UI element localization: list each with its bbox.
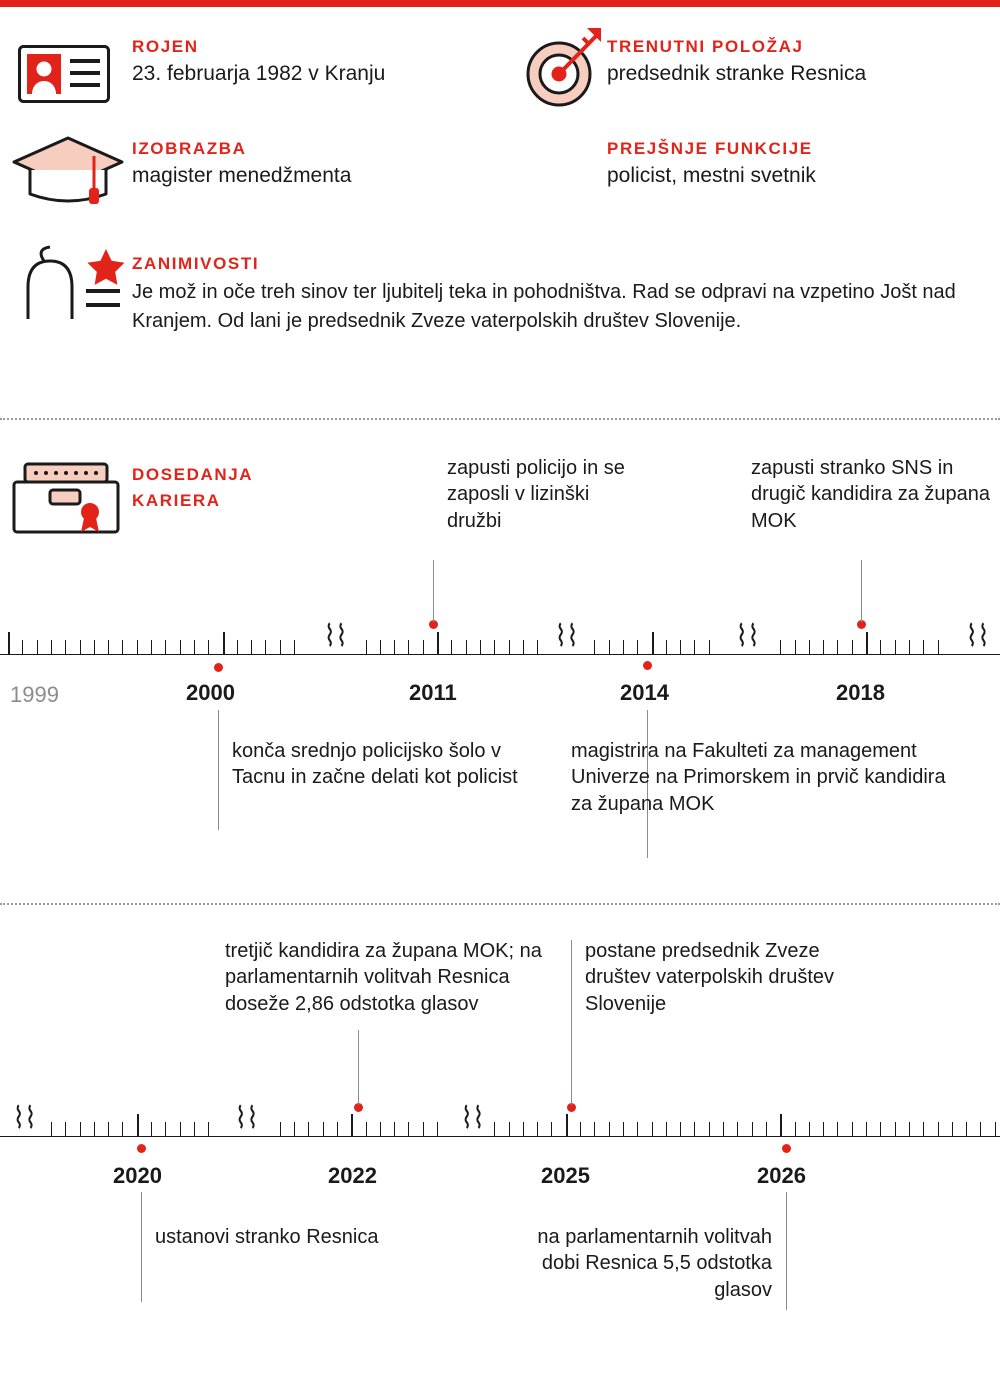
axis-tick	[723, 1122, 724, 1136]
axis-tick	[509, 640, 510, 654]
event-dot-2026	[782, 1144, 791, 1153]
fact-rojen-label: ROJEN	[132, 37, 199, 56]
axis-tick	[880, 1122, 881, 1136]
fact-izobrazba-value: magister menedžmenta	[132, 163, 352, 187]
axis-tick	[837, 1122, 838, 1136]
divider-top	[0, 418, 1000, 420]
axis-tick	[966, 1122, 967, 1136]
fact-rojen-value: 23. februarja 1982 v Kranju	[132, 61, 386, 85]
axis-tick	[337, 1122, 338, 1136]
axis-tick	[151, 1122, 152, 1136]
axis-tick	[823, 640, 824, 654]
axis-tick	[752, 1122, 753, 1136]
axis-tick	[408, 640, 409, 654]
event-lead-2026	[786, 1192, 787, 1310]
axis-tick	[394, 640, 395, 654]
axis-tick	[22, 640, 23, 654]
axis-tick	[351, 1114, 353, 1136]
top-accent-bar	[0, 0, 1000, 7]
axis-break-icon: ⌇⌇	[460, 1102, 485, 1135]
fact-prejsnje-funkcije	[607, 140, 987, 189]
timeline-year-2025: 2025	[541, 1163, 590, 1188]
axis-tick	[380, 1122, 381, 1136]
axis-tick	[423, 1122, 424, 1136]
axis-tick	[208, 640, 209, 654]
event-text-2026: na parlamentarnih volitvah dobi Resnica 5,5 odstotka glasov	[537, 1226, 772, 1301]
axis-tick	[137, 1114, 139, 1136]
fact-trenutni-polozaj-value: predsednik stranke Resnica	[607, 61, 867, 85]
axis-tick	[122, 1122, 123, 1136]
timeline-year-2000: 2000	[186, 680, 235, 705]
axis-tick	[51, 640, 52, 654]
event-lead-2000	[218, 710, 219, 830]
axis-tick	[65, 1122, 66, 1136]
axis-tick	[766, 1122, 767, 1136]
axis-tick	[208, 1122, 209, 1136]
axis-tick	[94, 1122, 95, 1136]
axis-tick	[923, 1122, 924, 1136]
timeline-year-2026: 2026	[757, 1163, 806, 1188]
axis-tick	[652, 632, 654, 654]
axis-tick	[437, 632, 439, 654]
axis-tick	[852, 640, 853, 654]
axis-tick	[880, 640, 881, 654]
axis-tick	[780, 1114, 782, 1136]
event-lead-2025	[571, 940, 572, 1105]
event-lead-2022	[358, 1030, 359, 1105]
axis-tick	[866, 632, 868, 654]
axis-tick	[852, 1122, 853, 1136]
axis-tick	[323, 1122, 324, 1136]
axis-tick	[709, 1122, 710, 1136]
axis-tick	[122, 640, 123, 654]
axis-break-icon: ⌇⌇	[554, 620, 579, 653]
target-icon	[515, 22, 605, 113]
axis-tick	[80, 640, 81, 654]
axis-tick	[809, 640, 810, 654]
timeline-axis-1	[0, 654, 1000, 655]
axis-tick	[609, 640, 610, 654]
axis-tick	[494, 1122, 495, 1136]
axis-tick	[237, 640, 238, 654]
event-lead-2018	[861, 560, 862, 622]
axis-tick	[194, 1122, 195, 1136]
axis-tick	[280, 1122, 281, 1136]
axis-tick	[680, 1122, 681, 1136]
axis-tick	[294, 640, 295, 654]
axis-tick	[265, 640, 266, 654]
axis-tick	[423, 640, 424, 654]
axis-tick	[623, 640, 624, 654]
axis-tick	[637, 1122, 638, 1136]
axis-tick	[451, 640, 452, 654]
axis-break-icon: ⌇⌇	[965, 620, 990, 653]
axis-tick	[709, 640, 710, 654]
axis-tick	[480, 640, 481, 654]
axis-tick	[437, 1122, 438, 1136]
person-star-icon	[14, 245, 124, 328]
event-lead-2020	[141, 1192, 142, 1302]
timeline-year-2018: 2018	[836, 680, 885, 705]
axis-tick	[366, 1122, 367, 1136]
axis-tick	[51, 1122, 52, 1136]
axis-tick	[108, 640, 109, 654]
axis-tick	[294, 1122, 295, 1136]
fact-prejsnje-funkcije-label: PREJŠNJE FUNKCIJE	[607, 139, 813, 158]
axis-tick	[666, 1122, 667, 1136]
axis-tick	[837, 640, 838, 654]
axis-tick	[108, 1122, 109, 1136]
fact-trenutni-polozaj	[607, 38, 987, 87]
axis-tick	[537, 640, 538, 654]
axis-tick	[938, 640, 939, 654]
axis-tick	[366, 640, 367, 654]
axis-tick	[823, 1122, 824, 1136]
axis-tick	[180, 1122, 181, 1136]
fact-izobrazba	[132, 140, 512, 189]
axis-tick	[566, 1114, 568, 1136]
event-dot-2020	[137, 1144, 146, 1153]
axis-tick	[180, 640, 181, 654]
axis-tick	[466, 640, 467, 654]
timeline-year-2011: 2011	[409, 680, 457, 705]
axis-tick	[938, 1122, 939, 1136]
axis-tick	[694, 1122, 695, 1136]
event-text-2025: postane predsednik Zveze društev vaterpolskih društev Slovenije	[585, 940, 835, 1015]
axis-tick	[223, 632, 225, 654]
axis-tick	[895, 1122, 896, 1136]
axis-tick	[795, 1122, 796, 1136]
axis-tick	[509, 1122, 510, 1136]
event-dot-2014	[643, 661, 652, 670]
axis-tick	[652, 1122, 653, 1136]
event-text-2000: konča srednjo policijsko šolo v Tacnu in začne delati kot policist	[232, 740, 518, 789]
axis-tick	[494, 640, 495, 654]
axis-tick	[637, 640, 638, 654]
career-heading-line1: DOSEDANJA	[132, 465, 254, 484]
axis-tick	[580, 1122, 581, 1136]
axis-tick	[995, 1122, 996, 1136]
fact-zanimivosti	[132, 255, 982, 336]
axis-tick	[780, 640, 781, 654]
axis-tick	[194, 640, 195, 654]
axis-tick	[551, 1122, 552, 1136]
career-heading	[132, 462, 253, 513]
axis-tick	[523, 1122, 524, 1136]
axis-tick	[680, 640, 681, 654]
axis-tick	[394, 1122, 395, 1136]
axis-tick	[280, 640, 281, 654]
axis-tick	[8, 632, 10, 654]
axis-tick	[594, 640, 595, 654]
timeline-year-2014: 2014	[620, 680, 669, 705]
briefcase-icon	[10, 460, 122, 541]
axis-tick	[737, 1122, 738, 1136]
axis-tick	[694, 640, 695, 654]
axis-tick	[137, 640, 138, 654]
timeline-start-year: 1999	[10, 682, 59, 707]
timeline-axis-2	[0, 1136, 1000, 1137]
axis-tick	[980, 1122, 981, 1136]
axis-break-icon: ⌇⌇	[323, 620, 348, 653]
event-text-2014: magistrira na Fakulteti za management Univerze na Primorskem in prvič kandidira za župana MOK	[571, 740, 946, 815]
fact-trenutni-polozaj-label: TRENUTNI POLOŽAJ	[607, 37, 804, 56]
axis-tick	[909, 640, 910, 654]
id-card-icon	[18, 45, 110, 108]
axis-tick	[308, 1122, 309, 1136]
axis-tick	[666, 640, 667, 654]
axis-tick	[408, 1122, 409, 1136]
fact-zanimivosti-label: ZANIMIVOSTI	[132, 254, 260, 273]
axis-tick	[594, 1122, 595, 1136]
axis-tick	[94, 640, 95, 654]
divider-middle	[0, 903, 1000, 905]
axis-tick	[795, 640, 796, 654]
axis-tick	[165, 1122, 166, 1136]
axis-break-icon: ⌇⌇	[12, 1102, 37, 1135]
event-text-2022: tretjič kandidira za župana MOK; na parlamentarnih volitvah Resnica doseže 2,86 odstotka glasov	[225, 940, 542, 1015]
career-heading-line2: KARIERA	[132, 490, 221, 510]
axis-break-icon: ⌇⌇	[234, 1102, 259, 1135]
fact-prejsnje-funkcije-value: policist, mestni svetnik	[607, 163, 816, 187]
axis-tick	[866, 1122, 867, 1136]
axis-tick	[909, 1122, 910, 1136]
axis-tick	[623, 1122, 624, 1136]
timeline-year-2020: 2020	[113, 1163, 162, 1188]
axis-tick	[37, 640, 38, 654]
axis-break-icon: ⌇⌇	[735, 620, 760, 653]
axis-tick	[380, 640, 381, 654]
event-dot-2000	[214, 663, 223, 672]
axis-tick	[895, 640, 896, 654]
axis-tick	[151, 640, 152, 654]
axis-tick	[251, 640, 252, 654]
fact-rojen	[132, 38, 482, 87]
event-lead-2011	[433, 560, 434, 622]
event-text-2011: zapusti policijo in se zaposli v lizinški družbi	[447, 457, 625, 532]
fact-izobrazba-label: IZOBRAZBA	[132, 139, 247, 158]
axis-tick	[923, 640, 924, 654]
event-text-2018: zapusti stranko SNS in drugič kandidira za župana MOK	[751, 457, 991, 532]
axis-tick	[952, 1122, 953, 1136]
graduation-cap-icon	[8, 132, 128, 213]
axis-tick	[80, 1122, 81, 1136]
timeline-year-2022: 2022	[328, 1163, 377, 1188]
axis-tick	[523, 640, 524, 654]
axis-tick	[65, 640, 66, 654]
axis-tick	[809, 1122, 810, 1136]
axis-tick	[537, 1122, 538, 1136]
axis-tick	[165, 640, 166, 654]
axis-tick	[609, 1122, 610, 1136]
fact-zanimivosti-value: Je mož in oče treh sinov ter ljubitelj teka in pohodništva. Rad se odpravi na vzpetino Jošt nad Kranjem. Od lani je predsednik Zveze vaterpolskih društev Slovenije.	[132, 280, 956, 332]
event-text-2020: ustanovi stranko Resnica	[155, 1226, 379, 1248]
